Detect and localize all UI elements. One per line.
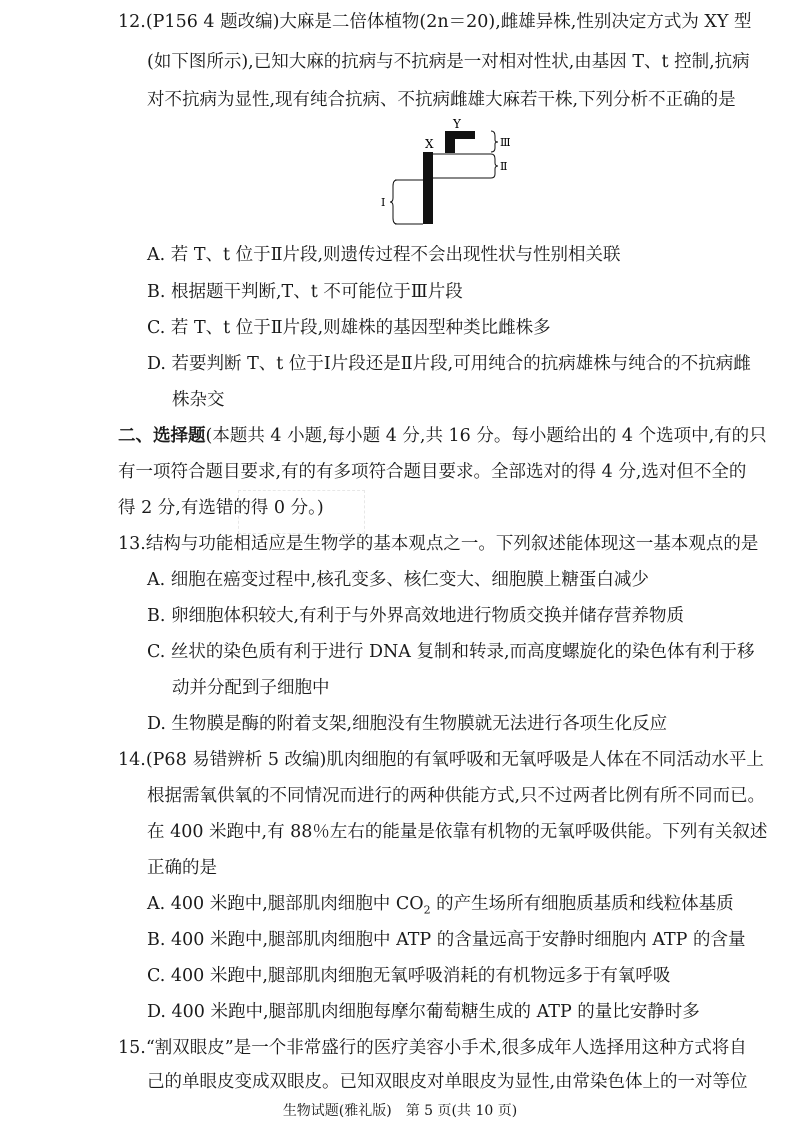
q13-option-c-cont: 动并分配到子细胞中 xyxy=(172,678,330,698)
page-footer: 生物试题(雅礼版) 第 5 页(共 10 页) xyxy=(282,1103,518,1119)
seg2-label: Ⅱ xyxy=(500,160,508,173)
watermark-stamp xyxy=(238,490,365,534)
section2-intro-line-3: 得 2 分,有选错的得 0 分。) xyxy=(118,498,324,518)
q12-option-a: A. 若 T、t 位于Ⅱ片段,则遗传过程不会出现性状与性别相关联 xyxy=(147,245,621,265)
section2-title: 二、选择题 xyxy=(118,426,206,446)
q12-stem-line-2: (如下图所示),已知大麻的抗病与不抗病是一对相对性状,由基因 T、t 控制,抗病 xyxy=(147,52,750,72)
q14-stem-line-2: 根据需氧供氧的不同情况而进行的两种供能方式,只不过两者比例有所不同而已。 xyxy=(147,786,766,806)
q13-stem: 13.结构与功能相适应是生物学的基本观点之一。下列叙述能体现这一基本观点的是 xyxy=(118,534,759,554)
q14-option-a: A. 400 米跑中,腿部肌肉细胞中 $CO_2$ 的产生场所有细胞质基质和线粒体基质 xyxy=(147,894,734,917)
q14-option-c: C. 400 米跑中,腿部肌肉细胞无氧呼吸消耗的有机物远多于有氧呼吸 xyxy=(147,966,671,986)
q14-option-d: D. 400 米跑中,腿部肌肉细胞每摩尔葡萄糖生成的 ATP 的量比安静时多 xyxy=(147,1002,700,1022)
brace-iii xyxy=(491,131,498,152)
section2-intro-line-2: 有一项符合题目要求,有的有多项符合题目要求。全部选对的得 4 分,选对但不全的 xyxy=(118,462,747,482)
q13-option-a: A. 细胞在癌变过程中,核孔变多、核仁变大、细胞膜上糖蛋白减少 xyxy=(147,570,649,590)
q14-stem-line-1: 14.(P68 易错辨析 5 改编)肌肉细胞的有氧呼吸和无氧呼吸是人体在不同活动水平上 xyxy=(118,750,764,770)
x-chromosome xyxy=(423,152,433,224)
q12-option-d-cont: 株杂交 xyxy=(172,390,225,410)
q13-option-b: B. 卵细胞体积较大,有利于与外界高效地进行物质交换并储存营养物质 xyxy=(147,606,685,626)
q12-stem-line-1: 12.(P156 4 题改编)大麻是二倍体植物(2n＝20),雌雄异株,性别决定方式为 XY 型 xyxy=(118,12,752,32)
q12-option-d: D. 若要判断 T、t 位于Ⅰ片段还是Ⅱ片段,可用纯合的抗病雄株与纯合的不抗病雌 xyxy=(147,354,751,374)
q12-option-b: B. 根据题干判断,T、t 不可能位于Ⅲ片段 xyxy=(147,282,463,302)
seg1-label: Ⅰ xyxy=(381,196,386,209)
q13-option-c: C. 丝状的染色质有利于进行 DNA 复制和转录,而高度螺旋化的染色体有利于移 xyxy=(147,642,755,662)
q12-option-c: C. 若 T、t 位于Ⅱ片段,则雄株的基因型种类比雌株多 xyxy=(147,318,551,338)
q15-stem-line-2: 己的单眼皮变成双眼皮。已知双眼皮对单眼皮为显性,由常染色体上的一对等位 xyxy=(147,1072,748,1092)
q14-stem-line-3: 在 400 米跑中,有 88％左右的能量是依靠有机物的无氧呼吸供能。下列有关叙述 xyxy=(147,822,768,842)
q14-option-b: B. 400 米跑中,腿部肌肉细胞中 ATP 的含量远高于安静时细胞内 ATP 的含量 xyxy=(147,930,746,950)
q12-stem-line-3: 对不抗病为显性,现有纯合抗病、不抗病雌雄大麻若干株,下列分析不正确的是 xyxy=(147,90,736,110)
seg3-label: Ⅲ xyxy=(500,136,511,149)
q14-stem-line-4: 正确的是 xyxy=(147,858,217,878)
x-label: X xyxy=(425,137,434,151)
y-chromosome-arm xyxy=(445,131,475,139)
section2-intro-line-1 xyxy=(118,424,767,448)
q13-option-d: D. 生物膜是酶的附着支架,细胞没有生物膜就无法进行各项生化反应 xyxy=(147,714,668,734)
q15-stem-line-1: 15.“割双眼皮”是一个非常盛行的医疗美容小手术,很多成年人选择用这种方式将自 xyxy=(118,1038,747,1058)
section2-intro-text: (本题共 4 小题,每小题 4 分,共 16 分。每小题给出的 4 个选项中,有的只 xyxy=(205,426,767,446)
brace-ii xyxy=(491,154,498,178)
sex-chromosome-diagram xyxy=(365,118,525,230)
y-label: Y xyxy=(453,118,461,131)
brace-i xyxy=(390,180,397,224)
